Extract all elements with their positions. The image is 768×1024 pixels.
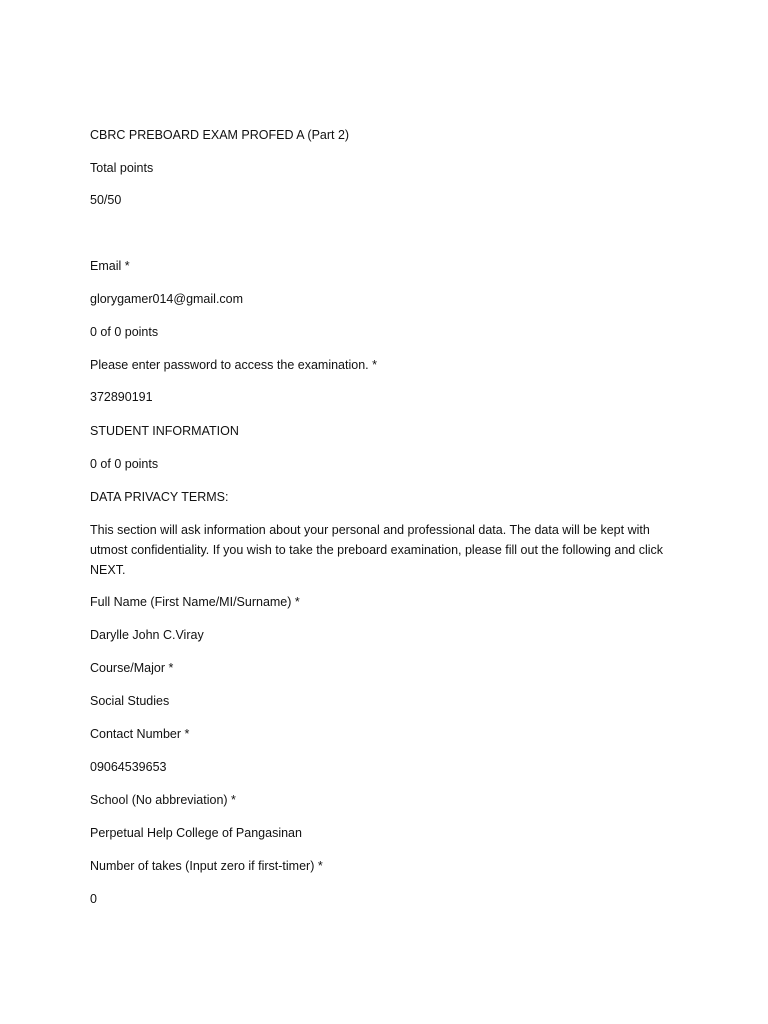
password-value: 372890191 <box>90 390 153 404</box>
takes-label: Number of takes (Input zero if first-timer) * <box>90 859 323 873</box>
points-text: 0 of 0 points <box>90 325 159 339</box>
privacy-text: This section will ask information about your personal and professional data. The data will be kept with utmost confidentiality. If you wish to take the preboard examination, please fill out the following and click NEXT. <box>90 523 663 577</box>
takes-value: 0 <box>90 892 97 906</box>
total-points-label: Total points <box>90 161 154 175</box>
full-name-value: Darylle John C.Viray <box>90 628 204 642</box>
email-label: Email * <box>90 259 130 273</box>
contact-value: 09064539653 <box>90 760 167 774</box>
points-text: 0 of 0 points <box>90 457 159 471</box>
exam-title: CBRC PREBOARD EXAM PROFED A (Part 2) <box>90 128 350 142</box>
school-label: School (No abbreviation) * <box>90 793 236 807</box>
full-name-label: Full Name (First Name/MI/Surname) * <box>90 595 300 609</box>
contact-label: Contact Number * <box>90 727 190 741</box>
email-value: glorygamer014@gmail.com <box>90 292 244 306</box>
section-heading: STUDENT INFORMATION <box>90 424 239 438</box>
course-label: Course/Major * <box>90 661 174 675</box>
school-value: Perpetual Help College of Pangasinan <box>90 826 302 840</box>
privacy-heading: DATA PRIVACY TERMS: <box>90 490 229 504</box>
total-points-value: 50/50 <box>90 193 122 207</box>
password-label: Please enter password to access the examination. * <box>90 358 377 372</box>
course-value: Social Studies <box>90 694 170 708</box>
